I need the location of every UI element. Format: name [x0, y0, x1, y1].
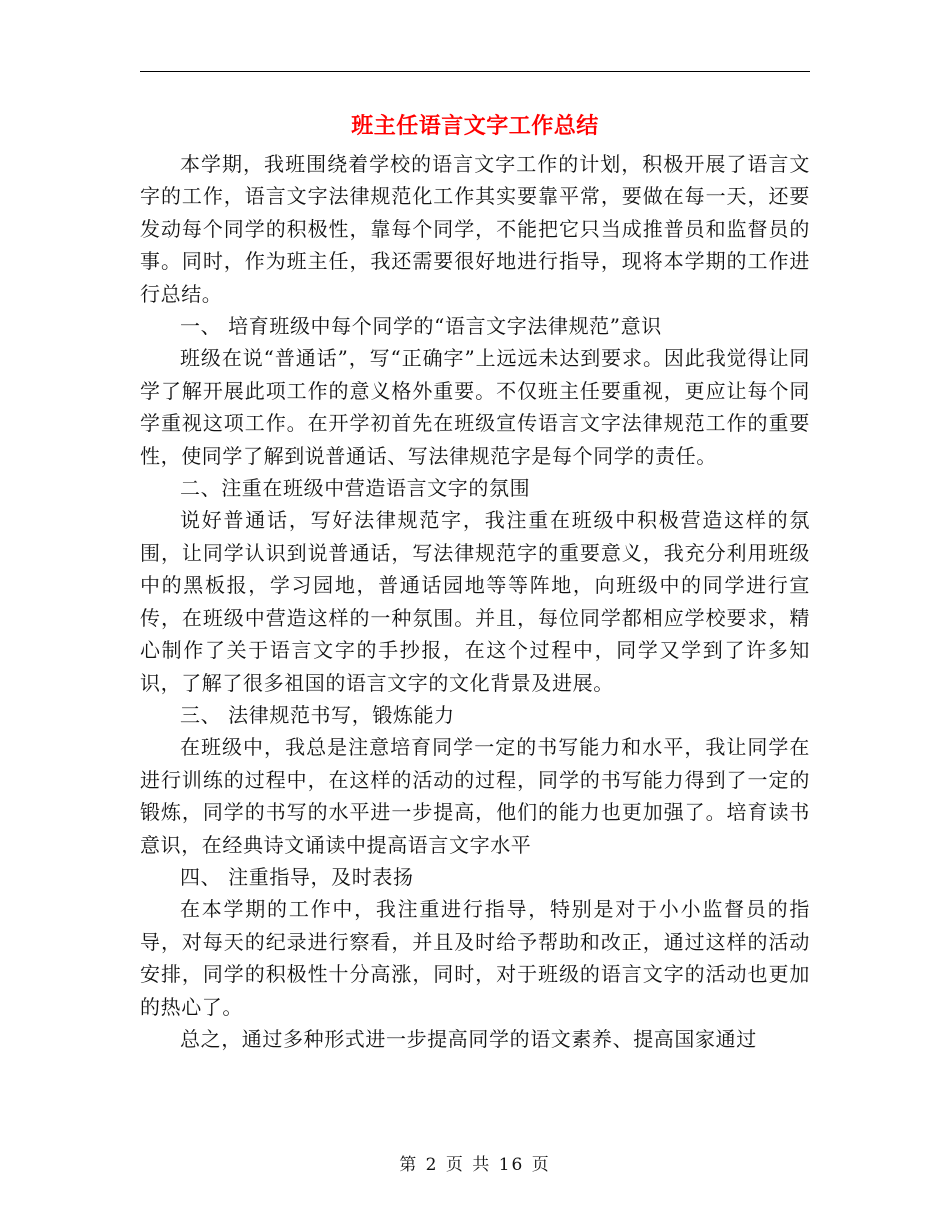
paragraph-conclusion: 总之，通过多种形式进一步提高同学的语文素养、提高国家通过: [180, 1026, 757, 1051]
document-title: 班主任语言文字工作总结: [351, 114, 599, 139]
section-heading-4: 四、 注重指导，及时表扬: [180, 864, 414, 889]
section-heading-3: 三、 法律规范书写，锻炼能力: [180, 702, 455, 727]
paragraph-section-4: 在本学期的工作中，我注重进行指导，特别是对于小小监督员的指导，对每天的纪录进行察看，并且及时给予帮助和改正，通过这样的活动安排，同学的积极性十分高涨，同时，对于班级的语言文字的活动也更加的热心了。: [140, 897, 810, 1019]
section-heading-2: 二、注重在班级中营造语言文字的氛围: [180, 476, 531, 501]
paragraph-intro: 本学期，我班围绕着学校的语言文字工作的计划，积极开展了语言文字的工作，语言文字法律规范化工作其实要靠平常，要做在每一天，还要发动每个同学的积极性，靠每个同学，不能把它只当成推普员和监督员的事。同时，作为班主任，我还需要很好地进行指导，现将本学期的工作进行总结。: [140, 152, 810, 306]
paragraph-section-1: 班级在说“普通话”，写“正确字”上远远未达到要求。因此我觉得让同学了解开展此项工作的意义格外重要。不仅班主任要重视，更应让每个同学重视这项工作。在开学初首先在班级宣传语言文字法律规范工作的重要性，使同学了解到说普通话、写法律规范字是每个同学的责任。: [140, 346, 810, 468]
header-rule: [140, 71, 810, 72]
section-heading-1: 一、 培育班级中每个同学的“语言文字法律规范”意识: [180, 314, 662, 339]
paragraph-section-3: 在班级中，我总是注意培育同学一定的书写能力和水平，我让同学在进行训练的过程中，在这样的活动的过程，同学的书写能力得到了一定的锻炼，同学的书写的水平进一步提高，他们的能力也更加强了。培育读书意识，在经典诗文诵读中提高语言文字水平: [140, 735, 810, 857]
paragraph-section-2: 说好普通话，写好法律规范字，我注重在班级中积极营造这样的氛围，让同学认识到说普通话，写法律规范字的重要意义，我充分利用班级中的黑板报，学习园地，普通话园地等等阵地，向班级中的同学进行宣传，在班级中营造这样的一种氛围。并且，每位同学都相应学校要求，精心制作了关于语言文字的手抄报，在这个过程中，同学又学到了许多知识，了解了很多祖国的语言文字的文化背景及进展。: [140, 508, 810, 695]
document-body: [140, 148, 810, 1055]
page-number-footer: 第 2 页 共 16 页: [399, 1155, 551, 1175]
